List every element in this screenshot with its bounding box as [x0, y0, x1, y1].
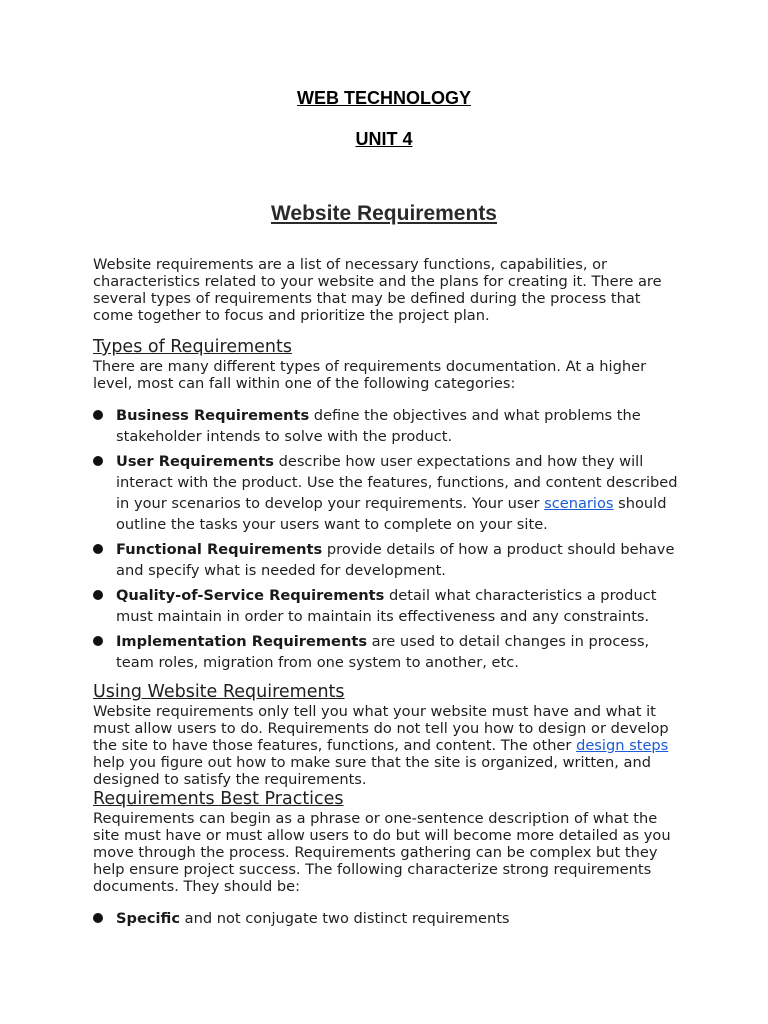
term: Implementation Requirements — [116, 633, 368, 650]
term: Business Requirements — [116, 407, 310, 424]
intro-paragraph: Website requirements are a list of necessary functions, capabilities, or characteristics related to your website and the plans for creating it. There are several types of requirements that may be defined during the process that come together to focus and prioritize the project plan. — [93, 256, 662, 324]
bullet-icon — [93, 456, 103, 466]
bullet-icon — [93, 544, 103, 554]
bullet-icon — [93, 410, 103, 420]
document-title: WEB TECHNOLOGY — [297, 88, 471, 108]
item-text: describe how user expectations and how they will interact with the product. Use the features, functions, and content described in your scenarios to develop your requirements. Your user — [116, 453, 678, 512]
best-practices-paragraph: Requirements can begin as a phrase or one-sentence description of what the site must have or must allow users to do but will become more detailed as you move through the process. Requirements gathering can be complex but they help ensure project success. The following characterize strong requirements documents. They should be: — [93, 810, 671, 895]
term: Quality-of-Service Requirements — [116, 587, 385, 604]
best-practices-list — [93, 908, 678, 933]
using-text-after: help you figure out how to make sure that the site is organized, written, and designed to satisfy the requirements. — [93, 754, 651, 788]
using-heading: Using Website Requirements — [93, 682, 345, 702]
scenarios-link[interactable]: scenarios — [544, 495, 614, 512]
list-item-functional — [93, 539, 678, 581]
bullet-icon — [93, 636, 103, 646]
types-heading: Types of Requirements — [93, 337, 292, 357]
using-text: Website requirements only tell you what your website must have and what it must allow users to do. Requirements do not tell you how to design or develop the site to have those features, functions, and content. The other — [93, 703, 669, 754]
unit-title: UNIT 4 — [355, 129, 413, 149]
item-text: and not conjugate two distinct requirements — [179, 910, 510, 927]
term: User Requirements — [116, 453, 274, 470]
item-text-after: should outline the tasks your users want to complete on your site. — [116, 495, 667, 533]
term: Specific — [116, 910, 180, 927]
list-item-user — [93, 451, 678, 535]
list-item-quality — [93, 585, 678, 627]
item-text: are used to detail changes in process, team roles, migration from one system to another, etc. — [116, 633, 650, 671]
item-text: provide details of how a product should behave and specify what is needed for development. — [116, 541, 675, 579]
term: Functional Requirements — [116, 541, 323, 558]
section-title: Website Requirements — [270, 202, 497, 225]
list-item-specific — [93, 908, 678, 929]
types-intro-paragraph: There are many different types of requirements documentation. At a higher level, most can fall within one of the following categories: — [93, 358, 647, 392]
bullet-icon — [93, 590, 103, 600]
using-paragraph — [93, 703, 678, 788]
item-text: define the objectives and what problems the stakeholder intends to solve with the product. — [116, 407, 641, 445]
bullet-icon — [93, 913, 103, 923]
types-list — [93, 405, 678, 677]
best-practices-heading: Requirements Best Practices — [93, 789, 344, 809]
item-text: detail what characteristics a product must maintain in order to maintain its effectiveness and any constraints. — [116, 587, 657, 625]
list-item-business — [93, 405, 678, 447]
design-steps-link[interactable]: design steps — [576, 737, 669, 754]
list-item-implementation — [93, 631, 678, 673]
